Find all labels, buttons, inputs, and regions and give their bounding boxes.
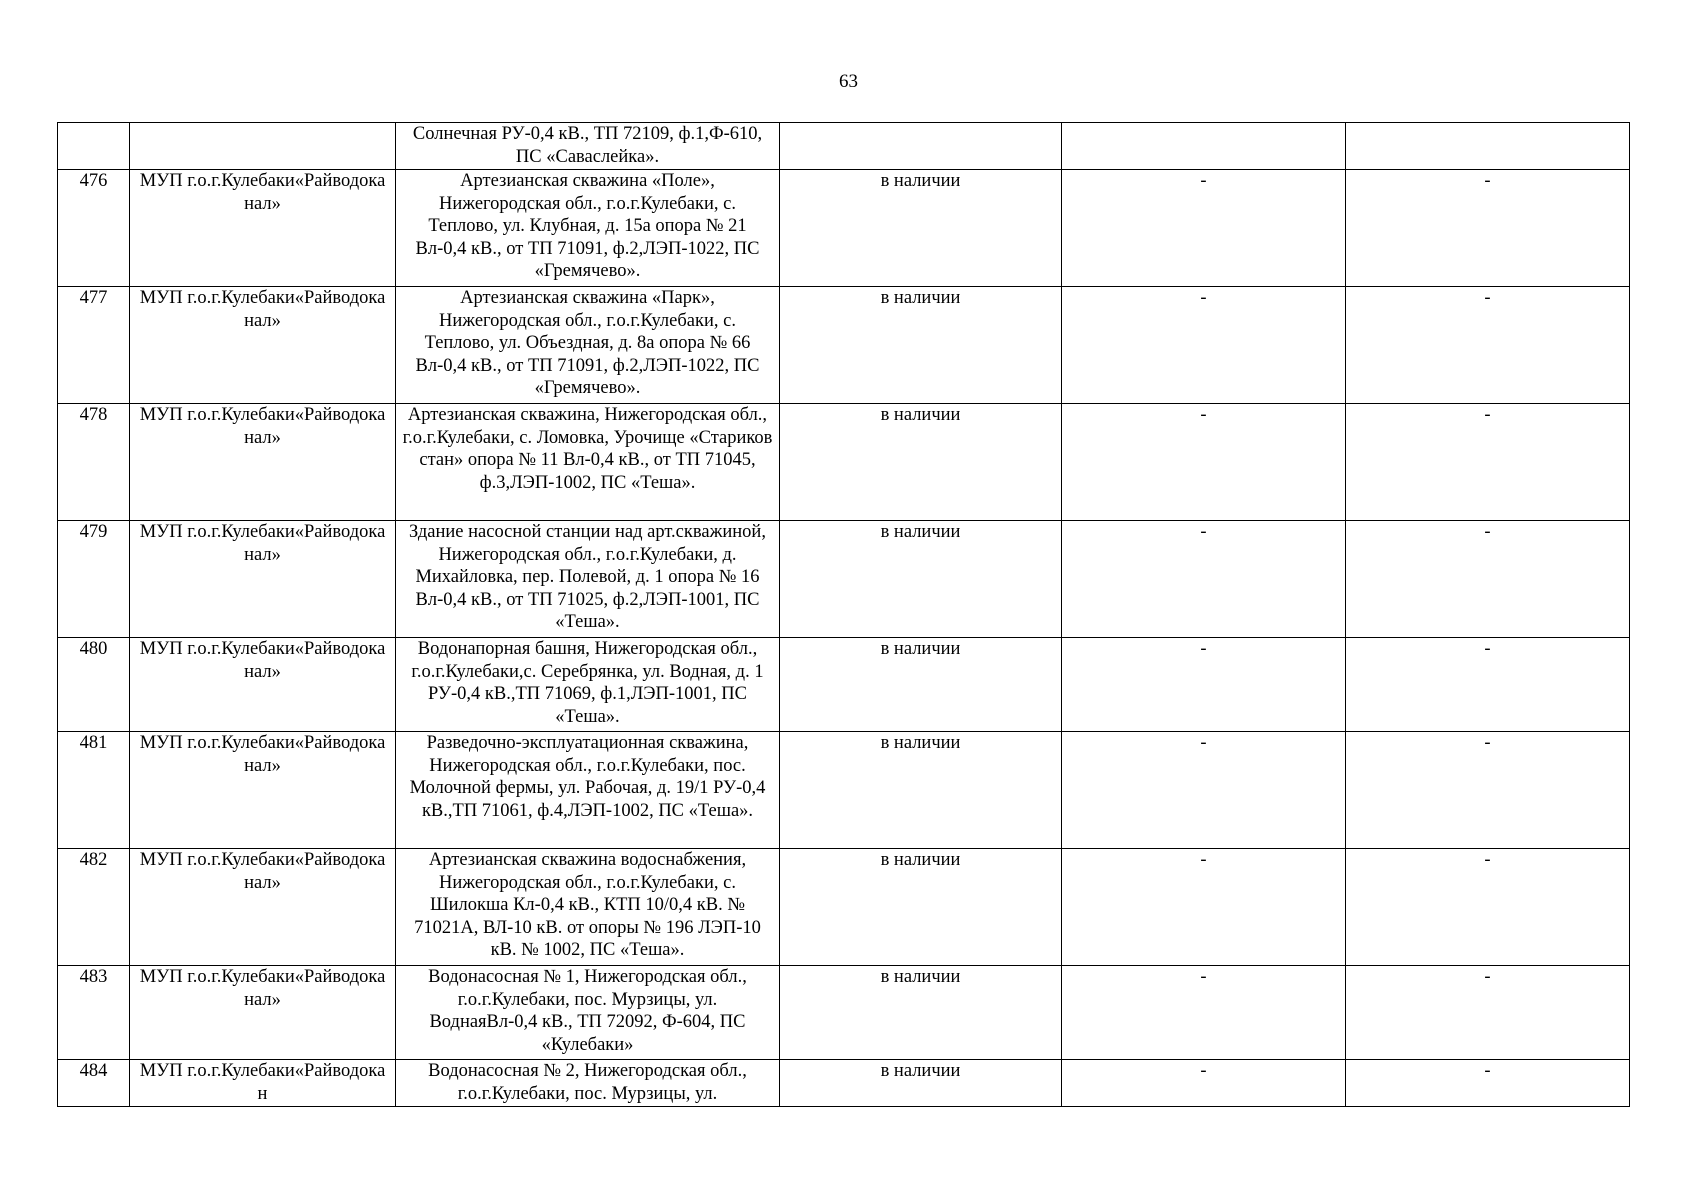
organization-cell: МУП г.о.г.Кулебаки«Райводоканал» (130, 287, 396, 404)
address-cell: Разведочно-эксплуатационная скважина, Нижегородская обл., г.о.г.Кулебаки, пос. Молочной фермы, ул. Рабочая, д. 19/1 РУ-0,4 кВ.,ТП 71061, ф.4,ЛЭП-1002, ПС «Теша». (396, 732, 780, 849)
column-6-cell: - (1346, 966, 1630, 1060)
status-cell: в наличии (780, 170, 1062, 287)
organization-cell: МУП г.о.г.Кулебаки«Райводоканал» (130, 638, 396, 732)
address-cell: Солнечная РУ-0,4 кВ., ТП 72109, ф.1,Ф-610, ПС «Саваслейка». (396, 123, 780, 170)
organization-cell: МУП г.о.г.Кулебаки«Райводоканал» (130, 849, 396, 966)
address-cell: Водонасосная № 2, Нижегородская обл., г.о.г.Кулебаки, пос. Мурзицы, ул. (396, 1060, 780, 1107)
organization-cell: МУП г.о.г.Кулебаки«Райводокан (130, 1060, 396, 1107)
status-cell (780, 123, 1062, 170)
status-cell: в наличии (780, 1060, 1062, 1107)
row-number (58, 123, 130, 170)
address-cell: Водонасосная № 1, Нижегородская обл., г.о.г.Кулебаки, пос. Мурзицы, ул. ВоднаяВл-0,4 кВ., ТП 72092, Ф-604, ПС «Кулебаки» (396, 966, 780, 1060)
status-cell: в наличии (780, 732, 1062, 849)
column-6-cell: - (1346, 1060, 1630, 1107)
column-5-cell: - (1062, 638, 1346, 732)
column-5-cell: - (1062, 404, 1346, 521)
status-cell: в наличии (780, 404, 1062, 521)
table-row (58, 404, 1630, 521)
organization-cell: МУП г.о.г.Кулебаки«Райводоканал» (130, 732, 396, 849)
column-5-cell: - (1062, 521, 1346, 638)
address-cell: Здание насосной станции над арт.скважиной, Нижегородская обл., г.о.г.Кулебаки, д. Михайловка, пер. Полевой, д. 1 опора № 16 Вл-0,4 кВ., от ТП 71025, ф.2,ЛЭП-1001, ПС «Теша». (396, 521, 780, 638)
organization-cell: МУП г.о.г.Кулебаки«Райводоканал» (130, 404, 396, 521)
organization-cell (130, 123, 396, 170)
registry-table (57, 122, 1630, 1107)
address-cell: Артезианская скважина «Парк», Нижегородская обл., г.о.г.Кулебаки, с. Теплово, ул. Объездная, д. 8а опора № 66 Вл-0,4 кВ., от ТП 71091, ф.2,ЛЭП-1022, ПС «Гремячево». (396, 287, 780, 404)
column-6-cell: - (1346, 732, 1630, 849)
row-number: 480 (58, 638, 130, 732)
status-cell: в наличии (780, 521, 1062, 638)
status-cell: в наличии (780, 287, 1062, 404)
page-number: 63 (839, 71, 858, 92)
status-cell: в наличии (780, 638, 1062, 732)
organization-cell: МУП г.о.г.Кулебаки«Райводоканал» (130, 966, 396, 1060)
address-cell: Артезианская скважина, Нижегородская обл., г.о.г.Кулебаки, с. Ломовка, Урочище «Стариков стан» опора № 11 Вл-0,4 кВ., от ТП 71045, ф.3,ЛЭП-1002, ПС «Теша». (396, 404, 780, 521)
status-cell: в наличии (780, 849, 1062, 966)
table-row (58, 966, 1630, 1060)
address-cell: Артезианская скважина водоснабжения, Нижегородская обл., г.о.г.Кулебаки, с. Шилокша Кл-0,4 кВ., КТП 10/0,4 кВ. № 71021А, ВЛ-10 кВ. от опоры № 196 ЛЭП-10 кВ. № 1002, ПС «Теша». (396, 849, 780, 966)
row-number: 481 (58, 732, 130, 849)
column-5-cell: - (1062, 287, 1346, 404)
table-row (58, 521, 1630, 638)
address-cell: Артезианская скважина «Поле», Нижегородская обл., г.о.г.Кулебаки, с. Теплово, ул. Клубная, д. 15а опора № 21 Вл-0,4 кВ., от ТП 71091, ф.2,ЛЭП-1022, ПС «Гремячево». (396, 170, 780, 287)
table-row (58, 849, 1630, 966)
row-number: 483 (58, 966, 130, 1060)
column-5-cell (1062, 123, 1346, 170)
column-5-cell: - (1062, 732, 1346, 849)
organization-cell: МУП г.о.г.Кулебаки«Райводоканал» (130, 521, 396, 638)
table-row (58, 123, 1630, 170)
column-5-cell: - (1062, 170, 1346, 287)
column-6-cell (1346, 123, 1630, 170)
column-6-cell: - (1346, 638, 1630, 732)
column-6-cell: - (1346, 287, 1630, 404)
table-row (58, 287, 1630, 404)
row-number: 479 (58, 521, 130, 638)
row-number: 477 (58, 287, 130, 404)
column-5-cell: - (1062, 1060, 1346, 1107)
row-number: 484 (58, 1060, 130, 1107)
column-5-cell: - (1062, 849, 1346, 966)
row-number: 482 (58, 849, 130, 966)
address-cell: Водонапорная башня, Нижегородская обл., г.о.г.Кулебаки,с. Серебрянка, ул. Водная, д. 1 РУ-0,4 кВ.,ТП 71069, ф.1,ЛЭП-1001, ПС «Теша». (396, 638, 780, 732)
organization-cell: МУП г.о.г.Кулебаки«Райводоканал» (130, 170, 396, 287)
table-row (58, 1060, 1630, 1107)
table-row (58, 170, 1630, 287)
status-cell: в наличии (780, 966, 1062, 1060)
row-number: 478 (58, 404, 130, 521)
column-6-cell: - (1346, 170, 1630, 287)
column-6-cell: - (1346, 521, 1630, 638)
table-row (58, 638, 1630, 732)
column-6-cell: - (1346, 849, 1630, 966)
table-row (58, 732, 1630, 849)
column-6-cell: - (1346, 404, 1630, 521)
column-5-cell: - (1062, 966, 1346, 1060)
row-number: 476 (58, 170, 130, 287)
